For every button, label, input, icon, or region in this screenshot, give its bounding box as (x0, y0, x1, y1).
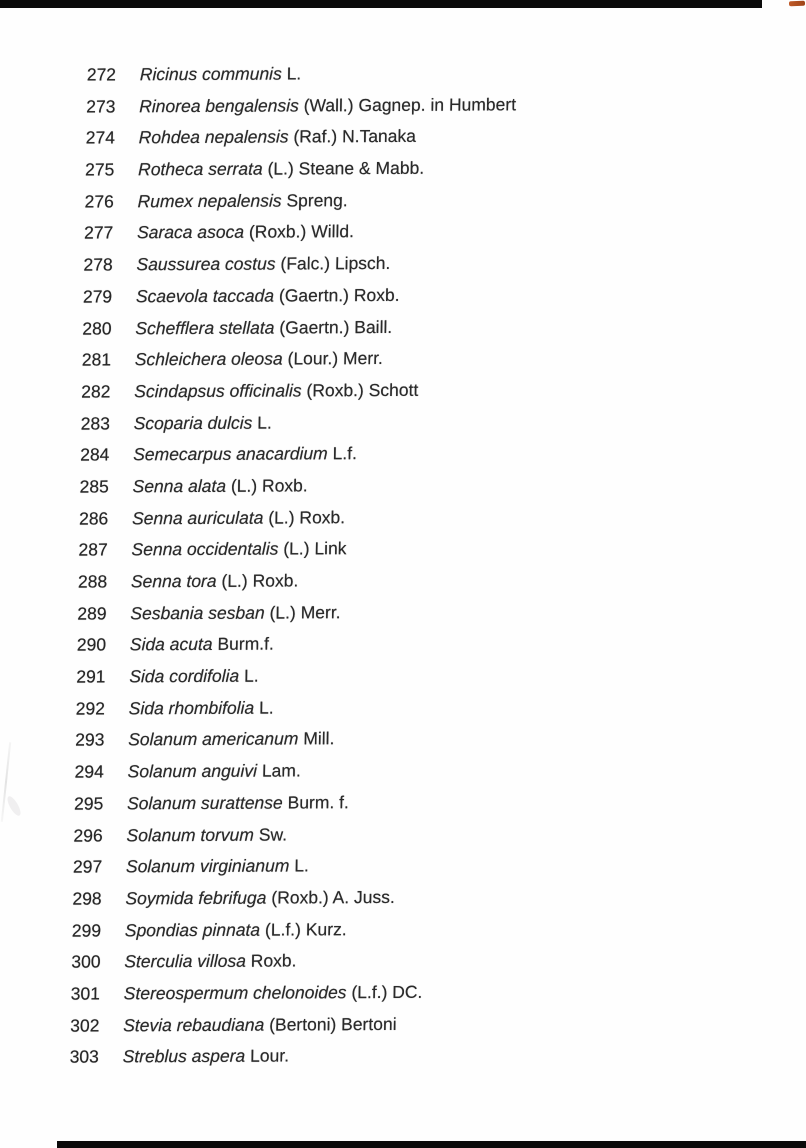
list-item (0, 219, 803, 255)
species-author: (Roxb.) Willd. (248, 221, 355, 243)
species-binomial: Rohdea nepalensis (138, 126, 289, 148)
list-item (0, 283, 802, 319)
species-author: Spreng. (286, 189, 348, 211)
species-name (125, 919, 347, 941)
list-item (0, 885, 792, 921)
species-binomial: Sida cordifolia (129, 665, 240, 687)
entry-number: 284 (80, 444, 110, 465)
entry-number: 280 (82, 317, 112, 339)
species-binomial: Sida rhombifolia (128, 697, 255, 719)
species-author: (Falc.) Lipsch. (280, 253, 391, 274)
species-author: (Bertoni) Bertoni (269, 1013, 397, 1035)
species-author: (Gaertn.) Roxb. (278, 284, 400, 306)
scan-artifact-bottom-bar (57, 1141, 806, 1148)
species-binomial: Ricinus communis (139, 63, 282, 85)
entry-number: 296 (73, 824, 103, 846)
entry-number: 298 (72, 888, 102, 909)
species-name (131, 570, 299, 592)
entry-number: 301 (70, 983, 101, 1004)
list-item (0, 156, 804, 192)
species-name (130, 602, 341, 624)
list-item (0, 504, 798, 540)
entry-number: 276 (84, 191, 114, 212)
species-name (139, 126, 417, 148)
list-item (0, 726, 794, 762)
species-binomial: Scoparia dulcis (133, 412, 253, 433)
list-item (0, 378, 800, 414)
species-binomial: Scaevola taccada (135, 285, 275, 307)
species-name (134, 380, 418, 402)
species-name (133, 443, 357, 465)
list-item (0, 790, 793, 826)
species-author: Burm. f. (287, 791, 350, 813)
species-binomial: Schleichera oleosa (134, 348, 283, 370)
species-author: Lour. (249, 1045, 290, 1067)
species-author: Roxb. (250, 950, 297, 971)
species-binomial: Senna occidentalis (131, 538, 279, 560)
species-author: (Raf.) N.Tanaka (293, 126, 417, 147)
list-item (0, 948, 791, 984)
list-item (0, 695, 795, 731)
species-binomial: Sida acuta (129, 634, 213, 655)
entry-number: 272 (86, 64, 117, 85)
entry-number: 300 (71, 951, 101, 972)
list-item (0, 758, 794, 794)
entry-number: 275 (84, 159, 115, 180)
entry-number: 295 (73, 793, 104, 814)
species-name (134, 412, 273, 434)
list-item (0, 92, 805, 128)
entry-number: 297 (72, 856, 103, 877)
species-binomial: Senna auriculata (131, 507, 264, 528)
species-binomial: Stevia rebaudiana (123, 1014, 265, 1035)
species-name (137, 222, 354, 244)
list-item (0, 568, 797, 604)
species-name (127, 761, 301, 783)
species-name (135, 316, 392, 338)
species-name (124, 951, 297, 973)
entry-number: 290 (76, 634, 107, 655)
list-item (0, 61, 806, 97)
entry-number: 282 (81, 381, 111, 402)
entry-number: 286 (78, 508, 109, 529)
species-author: L. (257, 412, 273, 433)
scan-artifact-corner-mark (789, 1, 805, 7)
species-author: (L.) Merr. (269, 601, 341, 623)
entry-number: 302 (70, 1015, 100, 1036)
list-item (0, 346, 801, 382)
entry-number: 292 (75, 698, 106, 719)
list-item (0, 251, 803, 287)
species-name (131, 539, 346, 561)
species-binomial: Spondias pinnata (124, 919, 261, 940)
list-item (0, 314, 802, 350)
species-author: L.f. (332, 443, 358, 464)
species-author: L. (294, 855, 310, 876)
species-name (139, 94, 516, 117)
species-binomial: Solanum americanum (128, 728, 299, 750)
species-binomial: Sesbania sesban (130, 602, 265, 624)
species-binomial: Solanum surattense (126, 792, 283, 814)
entry-number: 293 (75, 729, 105, 751)
list-item (0, 853, 792, 889)
species-binomial: Soymida febrifuga (125, 887, 267, 909)
species-author: Lam. (261, 760, 301, 781)
species-author: Sw. (258, 824, 288, 845)
list-item (0, 1012, 789, 1048)
entry-number: 287 (78, 539, 108, 560)
species-binomial: Schefflera stellata (135, 317, 275, 338)
species-name (135, 348, 383, 370)
entry-number: 274 (85, 127, 116, 148)
species-author: (Wall.) Gagnep. in Humbert (303, 93, 517, 116)
entry-number: 288 (77, 571, 108, 592)
species-author: (Gaertn.) Baill. (279, 316, 393, 338)
species-author: L. (286, 63, 302, 84)
species-binomial: Scindapsus officinalis (134, 380, 302, 402)
species-name (125, 887, 395, 909)
species-name (123, 1014, 397, 1036)
species-name (129, 666, 259, 688)
species-binomial: Saraca asoca (136, 222, 245, 243)
species-author: (L.f.) Kurz. (264, 918, 347, 940)
species-name (129, 697, 274, 719)
species-binomial: Sterculia villosa (124, 950, 247, 972)
species-author: Burm.f. (217, 633, 275, 655)
species-binomial: Streblus aspera (122, 1046, 246, 1067)
species-binomial: Solanum anguivi (127, 760, 258, 782)
species-binomial: Rinorea bengalensis (139, 95, 300, 116)
species-author: (Lour.) Merr. (287, 348, 384, 369)
species-binomial: Solanum torvum (126, 824, 255, 845)
species-author: (L.) Steane & Mabb. (267, 157, 425, 179)
species-author: L. (243, 665, 259, 686)
entry-number: 277 (83, 222, 114, 244)
species-binomial: Semecarpus anacardium (133, 443, 328, 465)
species-author: (L.) Link (283, 538, 347, 559)
entry-number: 289 (77, 603, 107, 624)
species-author: (L.) Roxb. (221, 570, 299, 591)
list-item (0, 600, 797, 636)
species-binomial: Stereospermum chelonoides (123, 982, 347, 1004)
species-name (128, 729, 335, 751)
species-name (132, 507, 345, 529)
species-name (130, 634, 274, 656)
list-item (0, 663, 795, 699)
entry-number: 283 (80, 412, 111, 434)
species-name (138, 158, 424, 180)
entry-number: 294 (74, 761, 105, 782)
list-item (0, 473, 799, 509)
species-name (140, 63, 302, 85)
species-name (124, 982, 423, 1005)
list-item (0, 821, 793, 857)
species-author: (L.) Roxb. (230, 475, 308, 496)
entry-number: 299 (71, 920, 102, 941)
entry-number: 279 (82, 286, 113, 307)
species-author: (L.) Roxb. (268, 506, 346, 528)
list-item (0, 409, 800, 445)
species-author: (Roxb.) A. Juss. (271, 886, 396, 908)
species-name (127, 792, 349, 814)
species-checklist (0, 61, 806, 1079)
species-name (137, 190, 348, 212)
species-author: (L.f.) DC. (351, 981, 423, 1003)
entry-number: 291 (76, 666, 106, 687)
entry-number: 273 (86, 96, 116, 117)
list-item (0, 536, 798, 572)
entry-number: 281 (81, 349, 112, 370)
species-binomial: Senna tora (130, 570, 217, 592)
species-binomial: Senna alata (132, 475, 227, 497)
species-author: Mill. (303, 728, 335, 749)
entry-number: 303 (69, 1046, 100, 1067)
entry-number: 285 (79, 476, 110, 497)
species-binomial: Rumex nepalensis (137, 190, 282, 212)
list-item (0, 980, 790, 1016)
species-binomial: Saussurea costus (136, 253, 276, 275)
species-name (136, 253, 390, 275)
species-binomial: Solanum virginianum (125, 855, 290, 877)
species-name (132, 475, 307, 497)
species-binomial: Rotheca serrata (137, 158, 263, 180)
species-name (126, 824, 287, 846)
species-author: L. (258, 697, 274, 718)
list-item (0, 631, 796, 667)
species-name (126, 856, 309, 878)
list-item (0, 124, 805, 160)
entry-number: 278 (83, 254, 113, 275)
list-item (0, 1043, 789, 1079)
species-name (122, 1046, 289, 1068)
list-item (0, 188, 804, 224)
species-author: (Roxb.) Schott (306, 379, 419, 401)
scan-artifact-top-bar (0, 0, 762, 8)
list-item (0, 916, 791, 952)
list-item (0, 441, 799, 477)
species-name (136, 285, 400, 307)
